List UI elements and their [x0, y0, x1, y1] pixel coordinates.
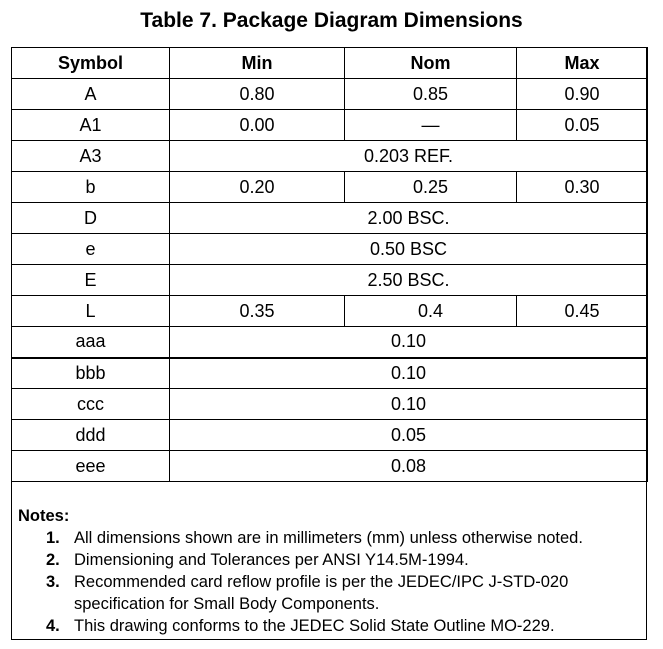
cell-nom: 0.85 — [345, 79, 517, 110]
cell-min: 0.80 — [170, 79, 345, 110]
note-item — [18, 615, 643, 637]
cell-symbol: ddd — [12, 420, 170, 451]
cell-min: 0.20 — [170, 172, 345, 203]
note-item — [18, 571, 643, 615]
table-row — [12, 358, 648, 389]
cell-span-value: 2.00 BSC. — [170, 203, 648, 234]
cell-symbol: aaa — [12, 327, 170, 358]
table-title: Table 7. Package Diagram Dimensions — [140, 9, 523, 32]
cell-span-value: 2.50 BSC. — [170, 265, 648, 296]
note-number: 1. — [46, 529, 60, 547]
table-header-row — [12, 48, 648, 79]
cell-nom: 0.25 — [345, 172, 517, 203]
cell-symbol: L — [12, 296, 170, 327]
notes-title: Notes: — [18, 507, 70, 525]
cell-max: 0.30 — [517, 172, 648, 203]
cell-min: 0.35 — [170, 296, 345, 327]
table-row — [12, 141, 648, 172]
table-row — [12, 420, 648, 451]
table-row — [12, 110, 648, 141]
cell-span-value: 0.10 — [170, 389, 648, 420]
header-min: Min — [170, 48, 345, 79]
cell-symbol: E — [12, 265, 170, 296]
cell-symbol: bbb — [12, 358, 170, 389]
note-number: 3. — [46, 573, 60, 591]
cell-symbol: e — [12, 234, 170, 265]
table-row — [12, 265, 648, 296]
cell-span-value: 0.05 — [170, 420, 648, 451]
table-row — [12, 389, 648, 420]
note-text: Dimensioning and Tolerances per ANSI Y14.5M-1994. — [74, 551, 469, 569]
note-item — [18, 527, 643, 549]
cell-symbol: eee — [12, 451, 170, 482]
header-max: Max — [517, 48, 648, 79]
table-row — [12, 172, 648, 203]
table-row — [12, 234, 648, 265]
cell-nom: 0.4 — [345, 296, 517, 327]
cell-span-value: 0.10 — [170, 358, 648, 389]
note-item — [18, 549, 643, 571]
cell-min: 0.00 — [170, 110, 345, 141]
note-number: 4. — [46, 617, 60, 635]
cell-span-value: 0.10 — [170, 327, 648, 358]
note-text: Recommended card reflow profile is per the JEDEC/IPC J-STD-020 specification for Small Body Components. — [74, 573, 569, 613]
cell-symbol: b — [12, 172, 170, 203]
table-row — [12, 296, 648, 327]
dimensions-table — [11, 47, 648, 482]
cell-max: 0.45 — [517, 296, 648, 327]
cell-symbol: A1 — [12, 110, 170, 141]
header-symbol: Symbol — [12, 48, 170, 79]
cell-nom: — — [345, 110, 517, 141]
note-text: This drawing conforms to the JEDEC Solid State Outline MO-229. — [74, 617, 555, 635]
cell-max: 0.05 — [517, 110, 648, 141]
table-row — [12, 203, 648, 234]
note-text: All dimensions shown are in millimeters (mm) unless otherwise noted. — [74, 529, 583, 547]
table-row — [12, 451, 648, 482]
cell-symbol: D — [12, 203, 170, 234]
header-nom: Nom — [345, 48, 517, 79]
cell-symbol: A — [12, 79, 170, 110]
table-row — [12, 327, 648, 358]
notes-section — [18, 505, 643, 637]
cell-symbol: A3 — [12, 141, 170, 172]
note-number: 2. — [46, 551, 60, 569]
cell-span-value: 0.203 REF. — [170, 141, 648, 172]
cell-max: 0.90 — [517, 79, 648, 110]
cell-span-value: 0.50 BSC — [170, 234, 648, 265]
cell-symbol: ccc — [12, 389, 170, 420]
cell-span-value: 0.08 — [170, 451, 648, 482]
table-row — [12, 79, 648, 110]
